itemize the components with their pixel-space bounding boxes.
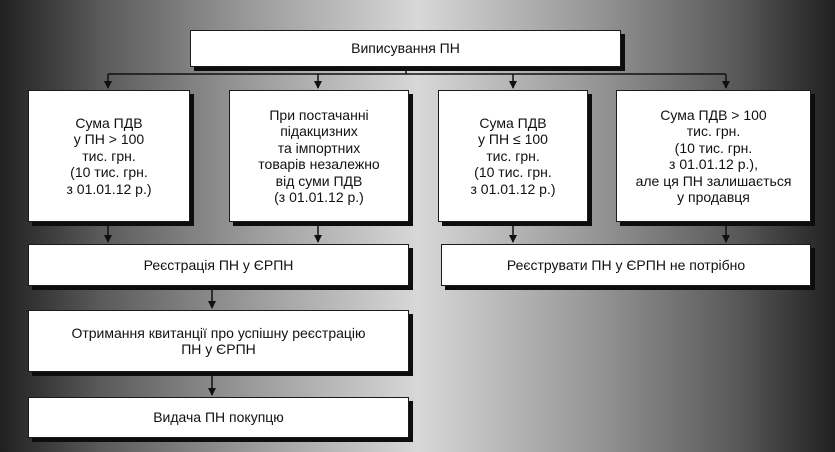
- issue-tax-invoice-box: [190, 30, 621, 67]
- condition-box-4: [616, 90, 811, 222]
- no-register-box: [441, 244, 811, 286]
- condition-label-1: Сума ПДВ у ПН > 100 тис. грн. (10 тис. грн. з 01.01.12 р.): [66, 114, 152, 197]
- condition-label-2: При постачанні підакцизних та імпортних товарів незалежно від суми ПДВ (з 01.01.12 р.): [258, 106, 380, 205]
- condition-label-4: Сума ПДВ > 100 тис. грн. (10 тис. грн. з 01.01.12 р.), але ця ПН залишається у продавця: [635, 106, 792, 205]
- receipt-label: Отримання квитанції про успішну реєстрацію ПН у ЄРПН: [71, 324, 366, 357]
- issue-to-buyer-label: Видача ПН покупцю: [153, 409, 284, 425]
- issue-tax-invoice-label: Виписування ПН: [351, 40, 460, 56]
- condition-box-3: [438, 90, 588, 222]
- register-box: [28, 244, 409, 286]
- issue-to-buyer-box: [28, 397, 409, 438]
- register-label: Реєстрація ПН у ЄРПН: [143, 256, 294, 273]
- receipt-box: [28, 310, 409, 372]
- condition-box-2: [229, 90, 409, 222]
- condition-box-1: [28, 90, 190, 222]
- no-register-label: Реєструвати ПН у ЄРПН не потрібно: [506, 256, 746, 273]
- condition-label-3: Сума ПДВ у ПН ≤ 100 тис. грн. (10 тис. грн. з 01.01.12 р.): [470, 114, 556, 197]
